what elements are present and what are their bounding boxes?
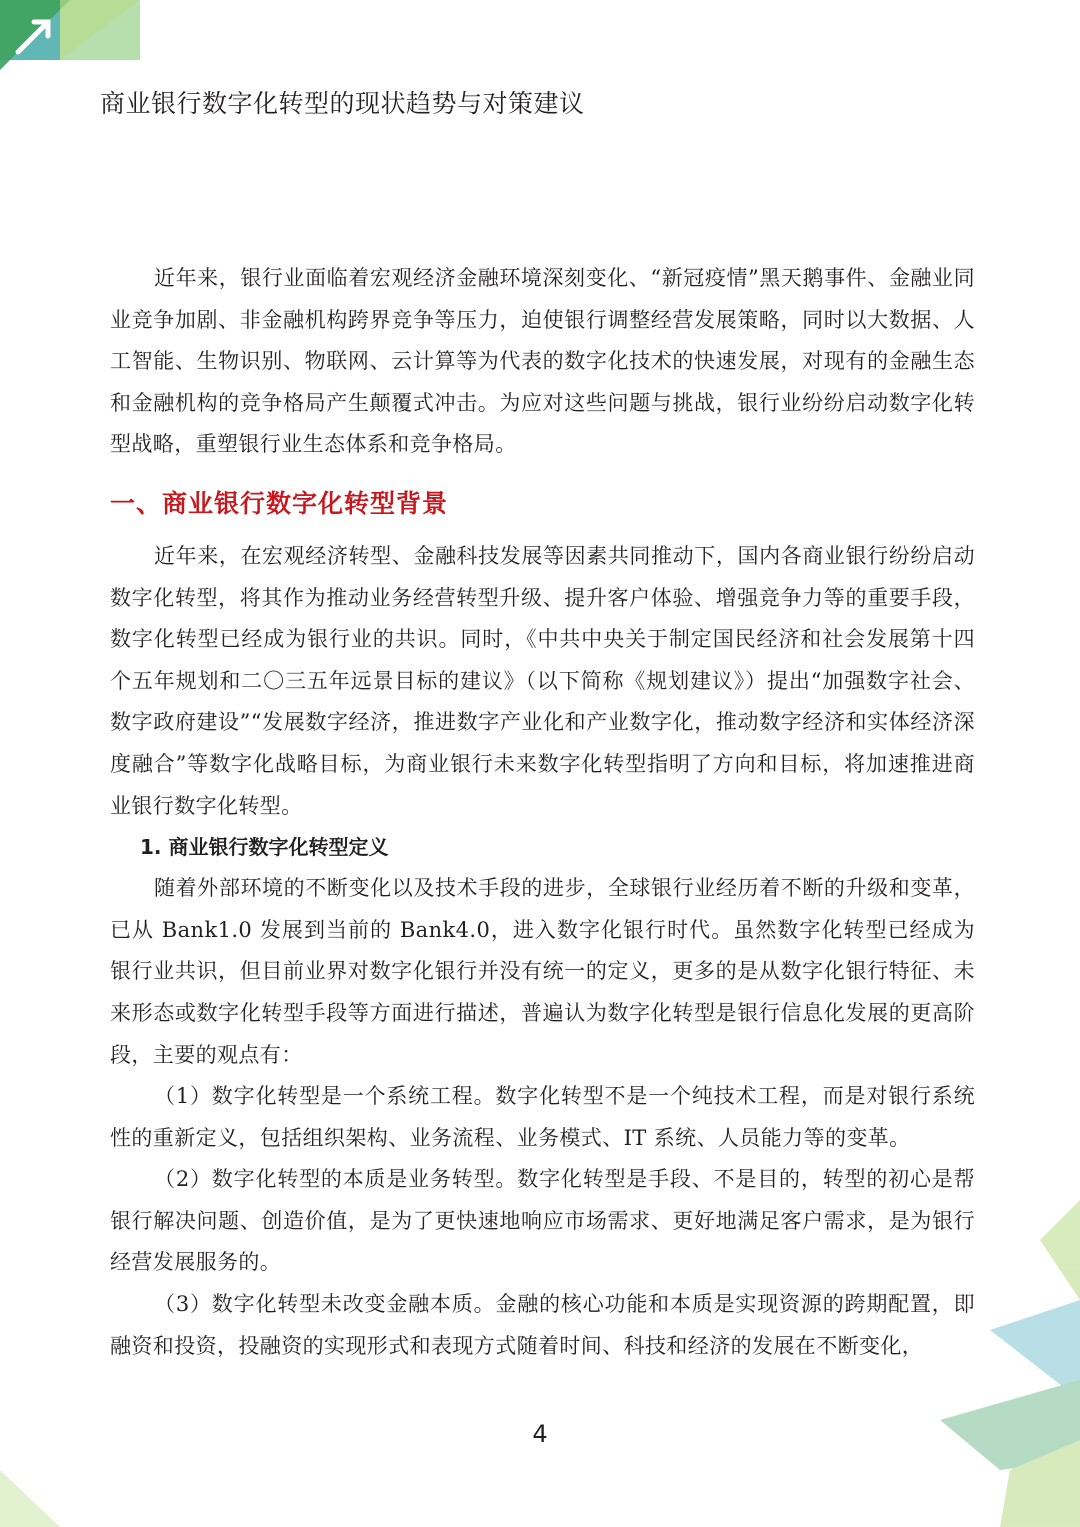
section-heading: 一、商业银行数字化转型背景: [110, 488, 449, 518]
bottom-left-graphic: [0, 1470, 60, 1527]
point-paragraph-3: （3）数字化转型未改变金融本质。金融的核心功能和本质是实现资源的跨期配置，即融资和投资，投融资的实现形式和表现方式随着时间、科技和经济的发展在不断变化，: [110, 1292, 975, 1358]
point-paragraph-2: （2）数字化转型的本质是业务转型。数字化转型是手段、不是目的，转型的初心是帮银行解决问题、创造价值，是为了更快速地响应市场需求、更好地满足客户需求，是为银行经营发展服务的。: [110, 1167, 975, 1275]
document-body: [110, 258, 975, 1367]
point-paragraph-1: （1）数字化转型是一个系统工程。数字化转型不是一个纯技术工程，而是对银行系统性的重新定义，包括组织架构、业务流程、业务模式、IT 系统、人员能力等的变革。: [110, 1084, 975, 1150]
page-title: 商业银行数字化转型的现状趋势与对策建议: [100, 89, 585, 118]
top-left-corner-graphic: [0, 0, 140, 70]
page-number: 4: [532, 1420, 548, 1448]
intro-paragraph: 近年来，银行业面临着宏观经济金融环境深刻变化、“新冠疫情”黑天鹅事件、金融业同业竞争加剧、非金融机构跨界竞争等压力，迫使银行调整经营发展策略，同时以大数据、人工智能、生物识别、物联网、云计算等为代表的数字化技术的快速发展，对现有的金融生态和金融机构的竞争格局产生颠覆式冲击。为应对这些问题与挑战，银行业纷纷启动数字化转型战略，重塑银行业生态体系和竞争格局。: [110, 266, 975, 457]
definition-paragraph: 随着外部环境的不断变化以及技术手段的进步，全球银行业经历着不断的升级和变革，已从 Bank1.0 发展到当前的 Bank4.0，进入数字化银行时代。虽然数字化转型已经成为银行业共识，但目前业界对数字化银行并没有统一的定义，更多的是从数字化银行特征、未来形态或数字化转型手段等方面进行描述，普遍认为数字化转型是银行信息化发展的更高阶段，主要的观点有：: [110, 876, 975, 1067]
background-paragraph: 近年来，在宏观经济转型、金融科技发展等因素共同推动下，国内各商业银行纷纷启动数字化转型，将其作为推动业务经营转型升级、提升客户体验、增强竞争力等的重要手段，数字化转型已经成为银行业的共识。同时，《中共中央关于制定国民经济和社会发展第十四个五年规划和二〇三五年远景目标的建议》（以下简称《规划建议》）提出“加强数字社会、数字政府建设”“发展数字经济，推进数字产业化和产业数字化，推动数字经济和实体经济深度融合”等数字化战略目标，为商业银行未来数字化转型指明了方向和目标，将加速推进商业银行数字化转型。: [110, 543, 975, 818]
subsection-heading: 1. 商业银行数字化转型定义: [140, 835, 389, 860]
